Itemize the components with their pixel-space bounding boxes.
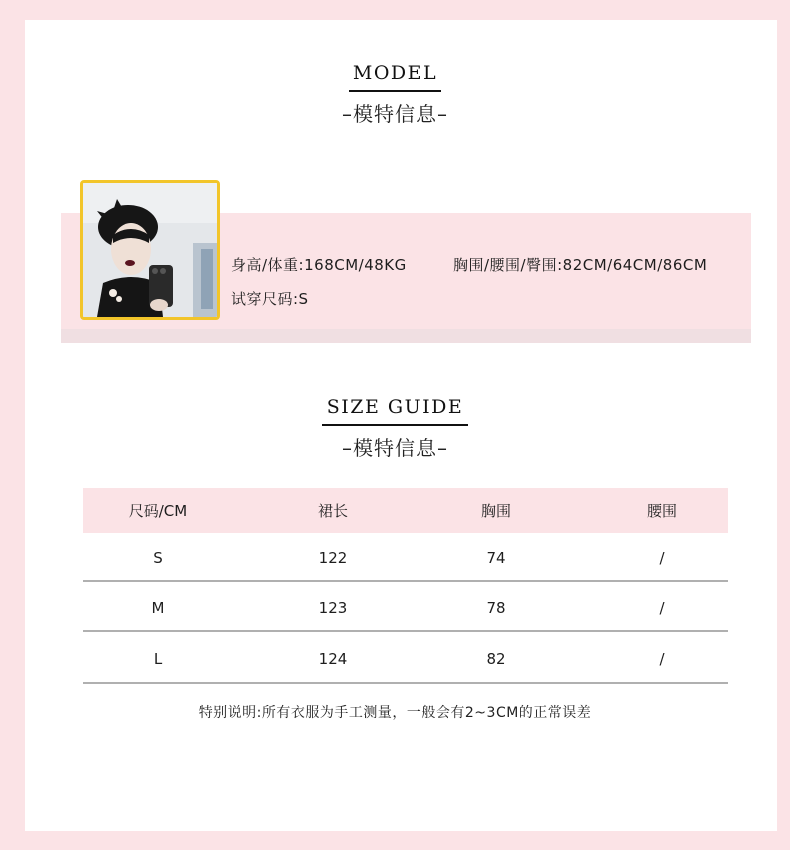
table-cell: 74 (486, 549, 506, 567)
table-cell: 78 (486, 599, 506, 617)
model-title-cn: –模特信息– (342, 102, 448, 126)
table-cell: / (659, 599, 665, 617)
row-divider (83, 630, 728, 632)
model-height-weight: 身高/体重:168CM/48KG (231, 256, 407, 274)
model-measurements: 胸围/腰围/臀围:82CM/64CM/86CM (453, 256, 708, 274)
table-cell: / (659, 650, 665, 668)
size-guide-heading (0, 396, 790, 461)
model-heading (0, 62, 790, 127)
model-title-en: MODEL (352, 62, 438, 84)
column-header-size: 尺码/CM (128, 502, 188, 520)
table-cell: / (659, 549, 665, 567)
model-title-rule (349, 90, 441, 92)
table-cell: L (153, 650, 163, 668)
measurement-note: 特别说明:所有衣服为手工测量，一般会有2~3CM的正常误差 (198, 705, 592, 721)
table-cell: M (151, 599, 165, 617)
model-photo (80, 180, 220, 320)
table-cell: S (153, 549, 163, 567)
row-divider (83, 682, 728, 684)
column-header-waist: 腰围 (646, 502, 677, 520)
model-band-shadow (61, 329, 751, 343)
table-cell: 123 (318, 599, 348, 617)
model-try-size: 试穿尺码:S (231, 290, 309, 308)
table-row (83, 635, 728, 684)
size-guide-title-cn: –模特信息– (342, 436, 448, 460)
size-guide-title-rule (322, 424, 468, 426)
model-photo-illustration (83, 183, 217, 317)
table-cell: 122 (318, 549, 348, 567)
size-guide-title-en: SIZE GUIDE (326, 396, 464, 418)
column-header-length: 裙长 (317, 502, 348, 520)
table-row (83, 533, 728, 582)
table-cell: 82 (486, 650, 506, 668)
table-cell: 124 (318, 650, 348, 668)
column-header-bust: 胸围 (480, 502, 511, 520)
size-table-header (83, 488, 728, 533)
row-divider (83, 580, 728, 582)
table-row (83, 583, 728, 632)
